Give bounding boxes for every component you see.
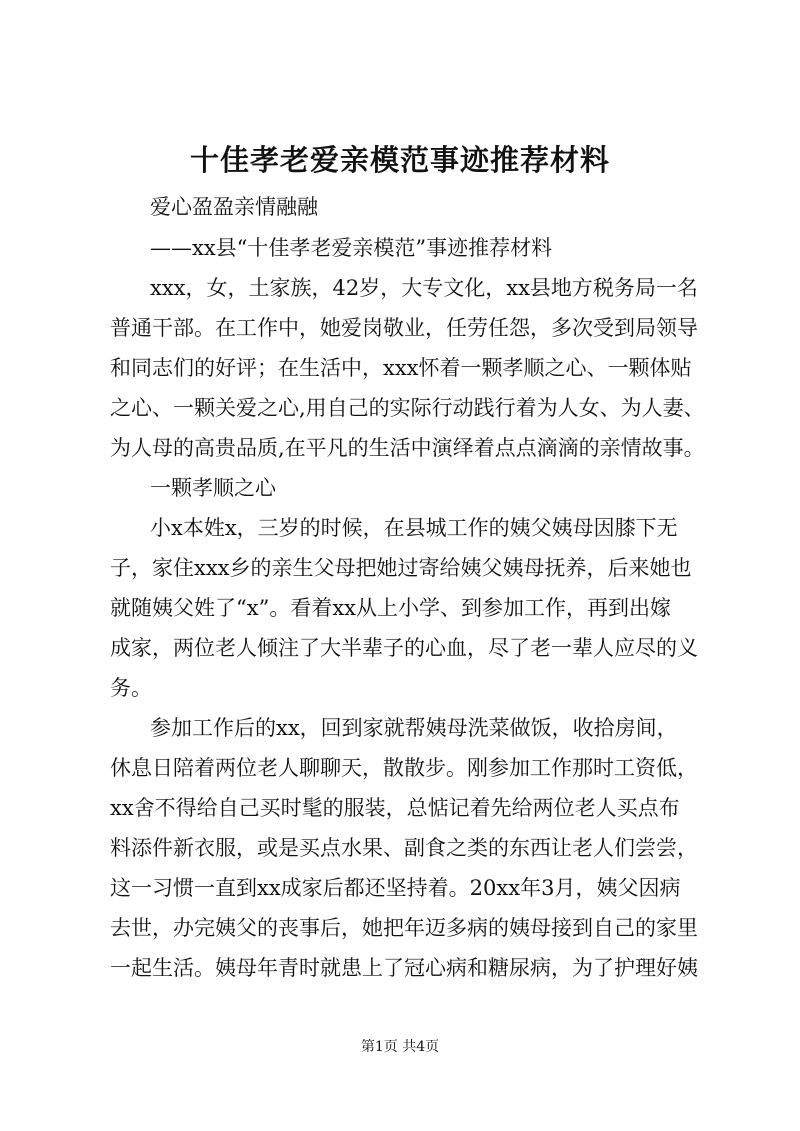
document-title: 十佳孝老爱亲模范事迹推荐材料 [189, 143, 610, 177]
page-number-footer: 第1页 共4页 [360, 1039, 440, 1055]
paragraph-line: 成家，两位老人倾注了大半辈子的心血，尽了老一辈人应尽的义 [110, 636, 698, 660]
paragraph-line: xxx，女，土家族，42岁，大专文化，xx县地方税务局一名 [150, 276, 698, 300]
paragraph-line: 就随姨父姓了“x”。看着xx从上小学、到参加工作，再到出嫁 [110, 596, 671, 620]
paragraph-line: xx舍不得给自己买时髦的服装，总惦记着先给两位老人买点布 [110, 796, 680, 820]
paragraph-line: 和同志们的好评；在生活中，xxx怀着一颗孝顺之心、一颗体贴 [110, 356, 692, 380]
section-heading: 一颗孝顺之心 [150, 476, 276, 500]
paragraph-line: 子，家住xxx乡的亲生父母把她过寄给姨父姨母抚养，后来她也 [110, 556, 692, 580]
paragraph-line: 休息日陪着两位老人聊聊天，散散步。刚参加工作那时工资低， [110, 756, 698, 780]
subtitle-byline: ——xx县“十佳孝老爱亲模范”事迹推荐材料 [150, 236, 553, 260]
paragraph-line: 普通干部。在工作中，她爱岗敬业，任劳任怨，多次受到局领导 [110, 316, 698, 340]
paragraph-line: 为人母的高贵品质,在平凡的生活中演绎着点点滴滴的亲情故事。 [110, 436, 705, 460]
paragraph-line: 务。 [110, 676, 152, 700]
paragraph-line: 一起生活。姨母年青时就患上了冠心病和糖尿病，为了护理好姨 [110, 956, 698, 980]
paragraph-line: 去世，办完姨父的丧事后，她把年迈多病的姨母接到自己的家里 [110, 916, 698, 940]
paragraph-line: 参加工作后的xx，回到家就帮姨母洗菜做饭，收拾房间， [150, 716, 678, 740]
subtitle: 爱心盈盈亲情融融 [150, 195, 318, 219]
paragraph-line: 料添件新衣服，或是买点水果、副食之类的东西让老人们尝尝， [110, 836, 698, 860]
paragraph-line: 这一习惯一直到xx成家后都还坚持着。20xx年3月，姨父因病 [110, 876, 681, 900]
paragraph-line: 小x本姓x，三岁的时候，在县城工作的姨父姨母因膝下无 [150, 516, 678, 540]
paragraph-line: 之心、一颗关爱之心,用自己的实际行动践行着为人女、为人妻、 [110, 396, 705, 420]
